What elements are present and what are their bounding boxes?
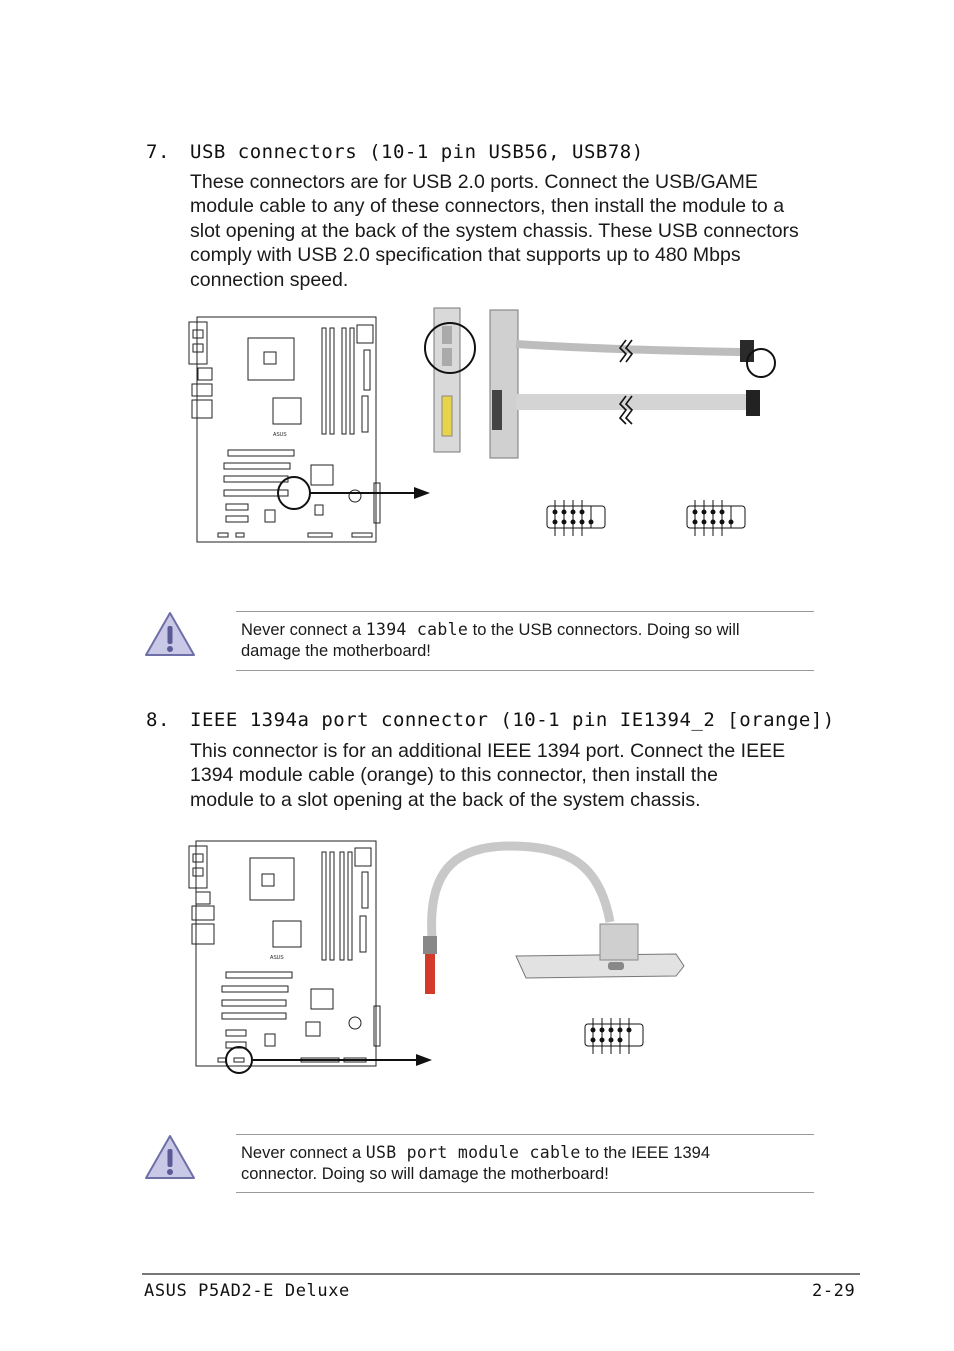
body-line: 1394 module cable (orange) to this connector, then install the: [190, 764, 718, 787]
usb56-pinout: [547, 500, 605, 536]
note-text: to the USB connectors. Doing so will: [468, 621, 740, 639]
motherboard-diagram: [189, 841, 380, 1066]
body-line: module to a slot opening at the back of the system chassis.: [190, 788, 701, 811]
section-7-body: [190, 170, 799, 292]
ieee1394-cable-plug: [423, 936, 437, 954]
section-8-number: 8.: [146, 709, 170, 731]
usb-game-bracket: [434, 308, 518, 458]
body-line: connection speed.: [190, 268, 349, 291]
ieee1394-bracket: [516, 924, 684, 978]
arrow-head-icon: [414, 487, 430, 499]
note-line: connector. Doing so will damage the motherboard!: [241, 1165, 609, 1183]
arrow-head-icon: [416, 1054, 432, 1066]
body-line: comply with USB 2.0 specification that supports up to 480 Mbps: [190, 244, 741, 267]
usb-connector-highlight: [747, 349, 775, 377]
section-8-title: IEEE 1394a port connector (10-1 pin IE1394_2 [orange]): [190, 709, 835, 731]
usb-header-highlight: [278, 477, 310, 509]
game-connector: [746, 390, 760, 416]
section-7-number: 7.: [146, 141, 170, 163]
warning-icon: [144, 610, 196, 658]
note-text: Never connect a: [241, 1144, 366, 1162]
section-8-body: [190, 739, 785, 812]
motherboard-diagram: [189, 317, 380, 542]
note-text: Never connect a: [241, 621, 366, 639]
section-8-heading: [146, 709, 835, 731]
section-7-title: USB connectors (10-1 pin USB56, USB78): [190, 141, 644, 163]
ieee1394-warning-note: [236, 1134, 814, 1193]
body-line: module cable to any of these connectors, then install the module to a: [190, 195, 785, 218]
board-logo: ASUS: [270, 955, 284, 961]
note-line: [241, 1142, 814, 1164]
usb-connector-figure: [180, 300, 820, 550]
ieee1394-header-highlight: [226, 1047, 252, 1073]
warning-icon: [144, 1133, 196, 1181]
body-line: This connector is for an additional IEEE 1394 port. Connect the IEEE: [190, 740, 786, 762]
section-7-heading: [146, 141, 644, 163]
body-line: These connectors are for USB 2.0 ports. Connect the USB/GAME: [190, 171, 758, 193]
ieee1394-pinout: [585, 1018, 643, 1054]
note-emphasis: 1394 cable: [365, 620, 469, 639]
note-text: to the IEEE 1394: [580, 1144, 710, 1162]
footer-rule: [142, 1273, 860, 1275]
ieee1394-red-connector: [425, 954, 435, 994]
footer-page-number: 2-29: [812, 1281, 856, 1301]
ieee1394-connector-figure: [180, 836, 720, 1076]
usb-warning-note: [236, 611, 814, 671]
ieee1394-cable: [432, 846, 610, 938]
usb78-pinout: [687, 500, 745, 536]
note-line: damage the motherboard!: [241, 642, 431, 660]
note-emphasis: USB port module cable: [365, 1143, 581, 1162]
note-line: [241, 619, 814, 641]
body-line: slot opening at the back of the system chassis. These USB connectors: [190, 219, 799, 242]
footer-manual-title: ASUS P5AD2-E Deluxe: [144, 1281, 350, 1301]
board-logo: ASUS: [273, 432, 287, 438]
